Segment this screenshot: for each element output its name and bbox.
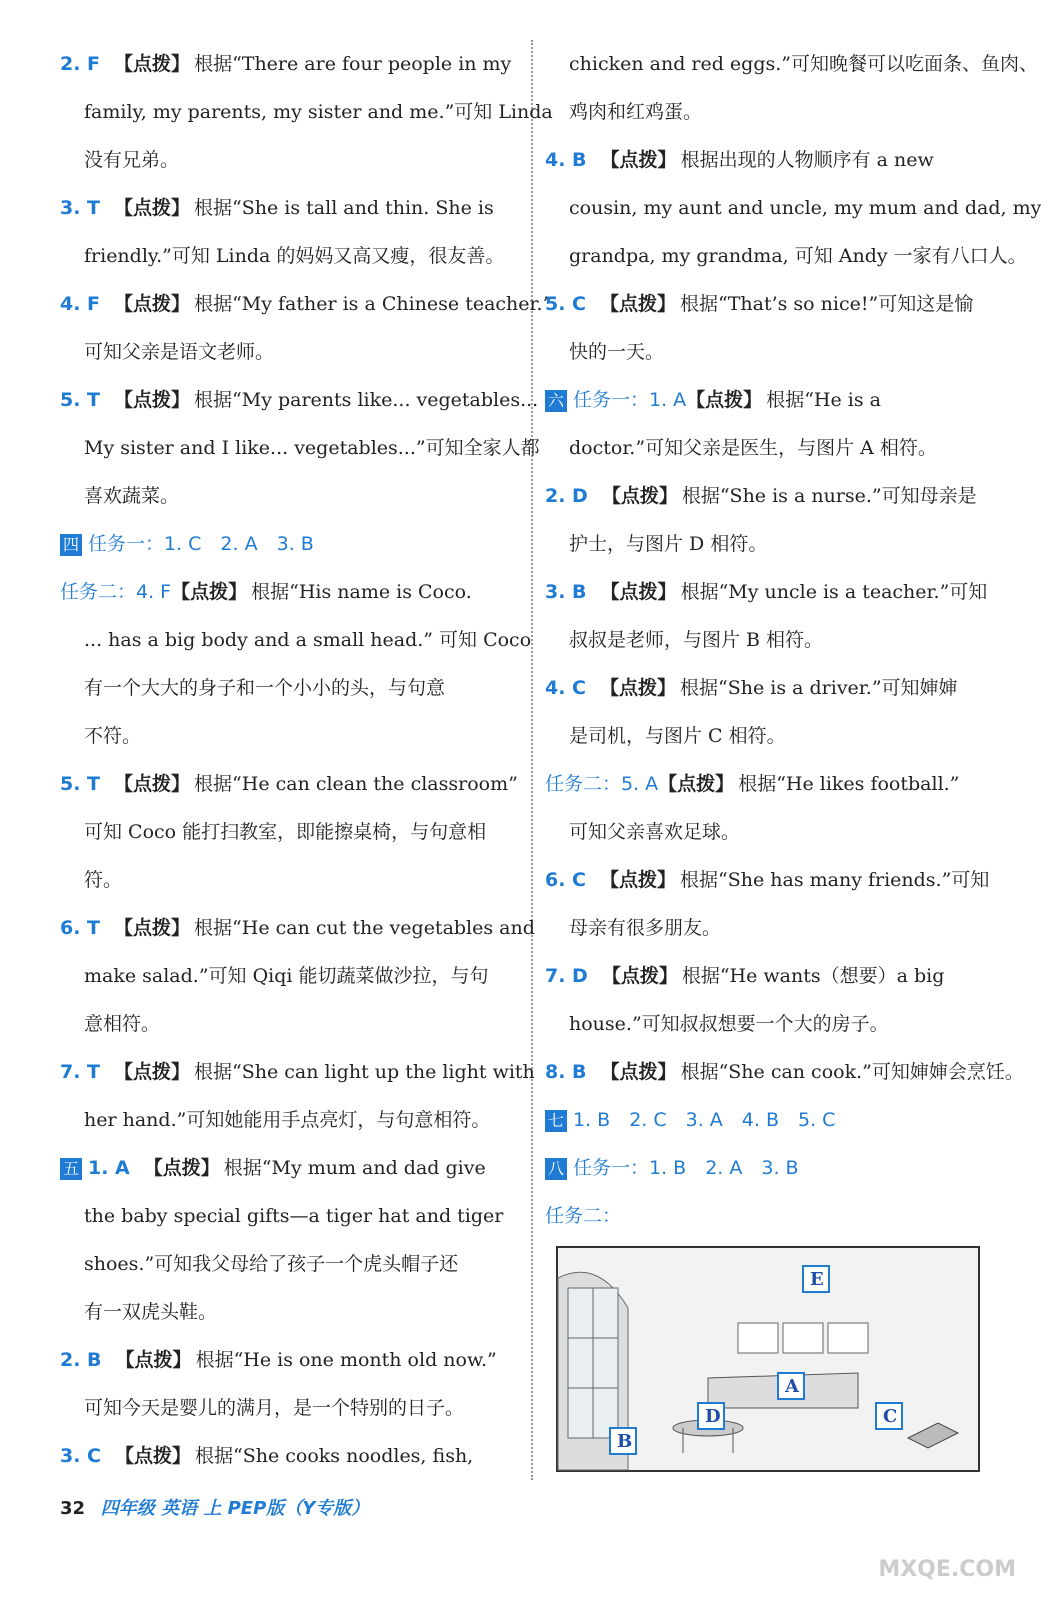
- line-text: chicken and red eggs.”可知晚餐可以吃面条、鱼肉、: [569, 53, 1038, 75]
- line-text: make salad.”可知 Qiqi 能切蔬菜做沙拉，与句: [84, 965, 489, 987]
- text-line: [545, 184, 1041, 232]
- line-text: friendly.”可知 Linda 的妈妈又高又瘦，很友善。: [84, 245, 505, 267]
- line-text: doctor.”可知父亲是医生，与图片 A 相符。: [569, 437, 937, 459]
- text-line: [545, 616, 1000, 664]
- line-text: grandpa, my grandma, 可知 Andy 一家有八口人。: [569, 245, 1027, 267]
- hint-tag: 【点拨】: [600, 677, 677, 699]
- hint-tag: 【点拨】: [114, 917, 191, 939]
- text-line: [545, 136, 1000, 184]
- line-text: 根据“He is a: [766, 389, 881, 411]
- text-line: [60, 1000, 515, 1048]
- line-text: 有一个大大的身子和一个小小的头，与句意: [84, 677, 446, 699]
- text-line: [545, 232, 1027, 280]
- question-number: 6. C: [545, 869, 586, 891]
- text-line: [545, 712, 1000, 760]
- line-text: 根据“He can cut the vegetables and: [194, 917, 535, 939]
- text-line: [545, 1192, 1000, 1240]
- text-line: [60, 1096, 515, 1144]
- line-text: 根据“My mum and dad give: [223, 1157, 486, 1179]
- hint-tag: 【点拨】: [601, 485, 678, 507]
- line-text: 鸡肉和红鸡蛋。: [569, 101, 703, 123]
- text-line: [545, 664, 1000, 712]
- hint-tag: 【点拨】: [601, 965, 678, 987]
- question-number: 7. D: [545, 965, 588, 987]
- text-line: [545, 40, 1038, 88]
- living-room-figure: [556, 1246, 980, 1472]
- line-text: 意相符。: [84, 1013, 161, 1035]
- hint-tag: 【点拨】: [658, 773, 735, 795]
- page-number: 32: [60, 1498, 86, 1519]
- hint-tag: 【点拨】: [115, 1445, 192, 1467]
- line-text: cousin, my aunt and uncle, my mum and dad, my: [569, 197, 1041, 219]
- line-text: 根据“She can cook.”可知婶婶会烹饪。: [680, 1061, 1024, 1083]
- text-line: [545, 376, 1000, 424]
- line-text: 可知父亲喜欢足球。: [569, 821, 741, 843]
- question-number: 3. B: [545, 581, 587, 603]
- text-line: [60, 1144, 515, 1192]
- question-number: 4. F: [60, 293, 101, 315]
- text-line: [60, 664, 515, 712]
- line-text: 母亲有很多朋友。: [569, 917, 722, 939]
- text-line: [545, 904, 1000, 952]
- line-text: 符。: [84, 869, 123, 891]
- line-text: 根据“His name is Coco.: [251, 581, 472, 603]
- question-number: 7. T: [60, 1061, 101, 1083]
- text-line: [545, 952, 1000, 1000]
- text-line: [60, 808, 515, 856]
- text-line: [545, 1096, 1000, 1144]
- question-number: 2. F: [60, 53, 101, 75]
- line-text: 快的一天。: [569, 341, 665, 363]
- line-text: 根据“She is tall and thin. She is: [194, 197, 494, 219]
- text-line: [545, 760, 1000, 808]
- text-line: [545, 568, 1000, 616]
- text-line: [60, 856, 515, 904]
- text-line: [60, 424, 540, 472]
- text-line: [545, 472, 1000, 520]
- hint-tag: 【点拨】: [600, 1061, 677, 1083]
- line-text: 根据“My parents like... vegetables...: [194, 389, 539, 411]
- line-text: 不符。: [84, 725, 142, 747]
- line-text: 可知 Coco 能打扫教室，即能擦桌椅，与句意相: [84, 821, 487, 843]
- line-text: 可知父亲是语文老师。: [84, 341, 275, 363]
- line-text: 护士，与图片 D 相符。: [569, 533, 768, 555]
- text-line: [60, 1336, 515, 1384]
- line-text: 根据“She can light up the light with: [194, 1061, 535, 1083]
- task-heading: 任务一：1. B 2. A 3. B: [573, 1157, 799, 1179]
- line-text: 根据“He likes football.”: [738, 773, 960, 795]
- line-text: 是司机，与图片 C 相符。: [569, 725, 786, 747]
- task-heading: 任务一：1. A: [573, 389, 687, 411]
- question-number: 3. T: [60, 197, 101, 219]
- text-line: [60, 232, 515, 280]
- hint-tag: 【点拨】: [600, 869, 677, 891]
- text-line: [60, 328, 515, 376]
- line-text: 根据“There are four people in my: [194, 53, 512, 75]
- question-number: 5. C: [545, 293, 586, 315]
- hint-tag: 【点拨】: [600, 581, 677, 603]
- question-number: 2. D: [545, 485, 588, 507]
- question-number: 2. B: [60, 1349, 102, 1371]
- hint-tag: 【点拨】: [114, 53, 191, 75]
- text-line: [545, 856, 1000, 904]
- question-number: 4. B: [545, 149, 587, 171]
- line-text: 根据“He wants（想要）a big: [681, 965, 945, 987]
- left-column: [60, 40, 553, 1480]
- figure-label-a: A: [785, 1376, 799, 1397]
- text-line: [60, 184, 515, 232]
- hint-tag: 【点拨】: [600, 149, 677, 171]
- figure-label-c: C: [883, 1406, 898, 1427]
- question-number: 8. B: [545, 1061, 587, 1083]
- text-line: [60, 376, 539, 424]
- line-text: 可知今天是婴儿的满月，是一个特别的日子。: [84, 1397, 465, 1419]
- section-number-box: 六: [545, 390, 567, 412]
- text-line: [545, 520, 1000, 568]
- text-line: [545, 1048, 1024, 1096]
- line-text: 叔叔是老师，与图片 B 相符。: [569, 629, 824, 651]
- section-number-box: 五: [60, 1158, 82, 1180]
- text-line: [60, 88, 553, 136]
- text-line: [60, 952, 515, 1000]
- hint-tag: 【点拨】: [114, 1061, 191, 1083]
- figure-label-d: D: [705, 1406, 721, 1427]
- hint-tag: 【点拨】: [114, 293, 191, 315]
- text-line: [60, 1240, 515, 1288]
- text-line: [60, 1384, 515, 1432]
- hint-tag: 【点拨】: [115, 1349, 192, 1371]
- line-text: 有一双虎头鞋。: [84, 1301, 218, 1323]
- question-number: 1. A: [88, 1157, 130, 1179]
- section-number-box: 七: [545, 1110, 567, 1132]
- line-text: 根据“She cooks noodles, fish,: [195, 1445, 474, 1467]
- line-text: 根据“My father is a Chinese teacher.”: [194, 293, 553, 315]
- line-text: 没有兄弟。: [84, 149, 180, 171]
- question-number: 4. C: [545, 677, 586, 699]
- line-text: 根据“My uncle is a teacher.”可知: [680, 581, 988, 603]
- line-text: family, my parents, my sister and me.”可知 Linda: [84, 101, 553, 123]
- text-line: [60, 472, 515, 520]
- text-line: [545, 424, 1000, 472]
- line-text: 根据“That’s so nice!”可知这是愉: [680, 293, 974, 315]
- hint-tag: 【点拨】: [114, 773, 191, 795]
- line-text: 根据出现的人物顺序有 a new: [680, 149, 934, 171]
- right-column: [545, 40, 1041, 1240]
- text-line: [545, 88, 1000, 136]
- text-line: [545, 1144, 1000, 1192]
- text-line: [545, 1000, 1000, 1048]
- line-text: 喜欢蔬菜。: [84, 485, 180, 507]
- figure-label-e: E: [810, 1269, 824, 1290]
- hint-tag: 【点拨】: [171, 581, 248, 603]
- book-title: 四年级 英语 上 PEP版（Y专版）: [100, 1498, 370, 1519]
- line-text: shoes.”可知我父母给了孩子一个虎头帽子还: [84, 1253, 459, 1275]
- question-number: 5. T: [60, 389, 101, 411]
- text-line: [60, 568, 515, 616]
- section-number-box: 四: [60, 534, 82, 556]
- task-heading: 1. B 2. C 3. A 4. B 5. C: [573, 1109, 836, 1131]
- text-line: [60, 1288, 515, 1336]
- hint-tag: 【点拨】: [114, 197, 191, 219]
- hint-tag: 【点拨】: [600, 293, 677, 315]
- task-heading: 任务一：1. C 2. A 3. B: [88, 533, 314, 555]
- text-line: [545, 808, 1000, 856]
- line-text: house.”可知叔叔想要一个大的房子。: [569, 1013, 889, 1035]
- hint-tag: 【点拨】: [143, 1157, 220, 1179]
- line-text: the baby special gifts—a tiger hat and tiger: [84, 1205, 504, 1227]
- page-footer: [60, 1494, 369, 1524]
- watermark: MXQE.COM: [878, 1557, 1016, 1582]
- text-line: [545, 328, 1000, 376]
- text-line: [60, 520, 515, 568]
- figure-label-b: B: [617, 1431, 633, 1452]
- line-text: 根据“She is a nurse.”可知母亲是: [681, 485, 977, 507]
- task-heading: 任务二：4. F: [60, 581, 172, 603]
- line-text: 根据“He is one month old now.”: [195, 1349, 497, 1371]
- question-number: 3. C: [60, 1445, 101, 1467]
- column-divider: [531, 40, 533, 1480]
- question-number: 6. T: [60, 917, 101, 939]
- text-line: [60, 280, 553, 328]
- line-text: ... has a big body and a small head.” 可知 Coco: [84, 629, 532, 651]
- hint-tag: 【点拨】: [114, 389, 191, 411]
- line-text: 根据“She is a driver.”可知婶婶: [680, 677, 958, 699]
- text-line: [60, 1048, 535, 1096]
- question-number: 5. T: [60, 773, 101, 795]
- section-number-box: 八: [545, 1158, 567, 1180]
- text-line: [60, 1432, 515, 1480]
- line-text: 根据“He can clean the classroom”: [194, 773, 518, 795]
- text-line: [60, 712, 515, 760]
- line-text: 根据“She has many friends.”可知: [680, 869, 990, 891]
- text-line: [60, 136, 515, 184]
- line-text: My sister and I like... vegetables...”可知全家人都: [84, 437, 540, 459]
- text-line: [60, 1192, 515, 1240]
- text-line: [60, 40, 515, 88]
- line-text: her hand.”可知她能用手点亮灯，与句意相符。: [84, 1109, 491, 1131]
- text-line: [60, 760, 518, 808]
- text-line: [545, 280, 1000, 328]
- task-heading: 任务二：: [545, 1205, 622, 1227]
- hint-tag: 【点拨】: [686, 389, 763, 411]
- task-heading: 任务二：5. A: [545, 773, 659, 795]
- text-line: [60, 616, 532, 664]
- text-line: [60, 904, 535, 952]
